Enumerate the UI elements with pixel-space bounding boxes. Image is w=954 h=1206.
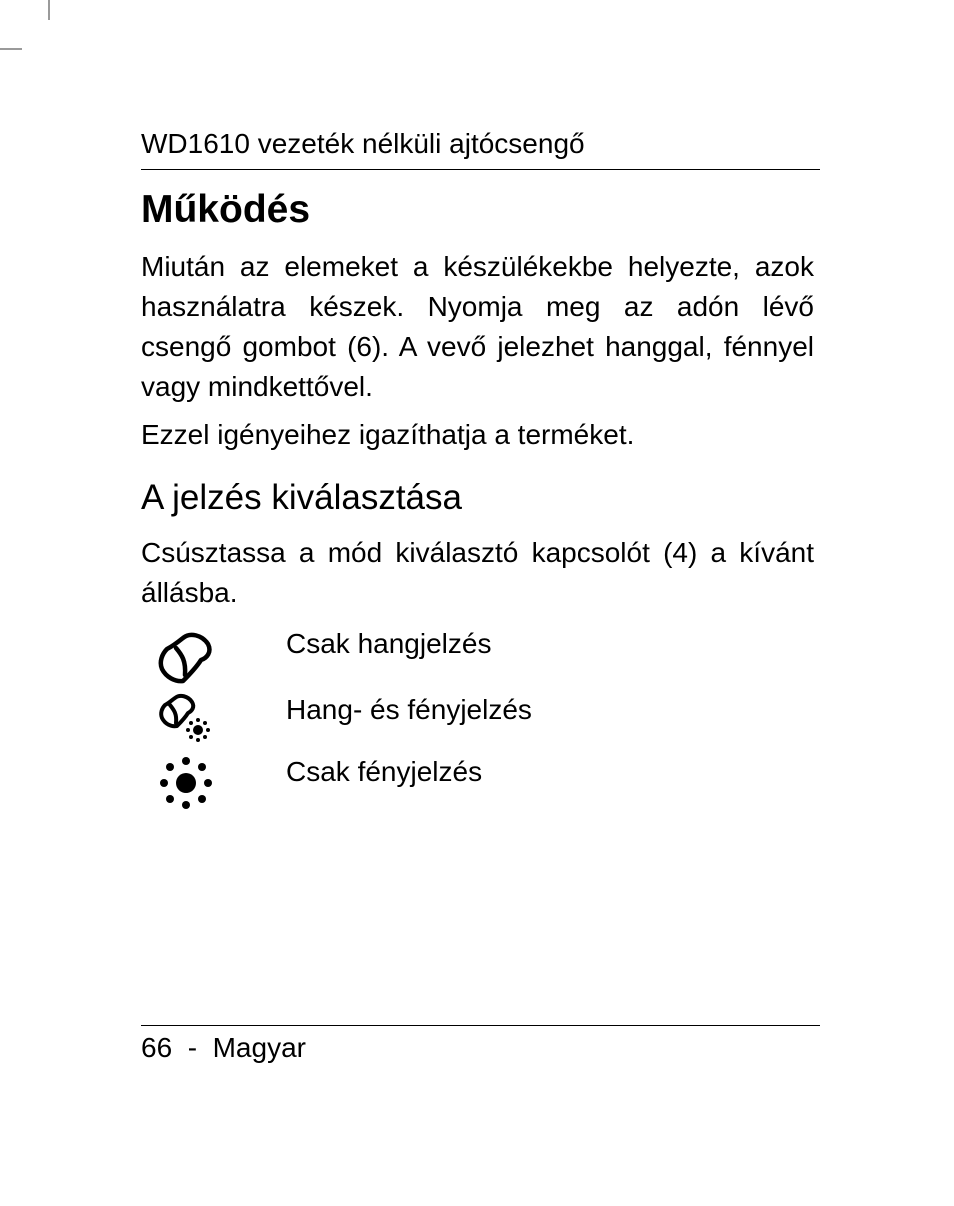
running-header: WD1610 vezeték nélküli ajtócsengő: [141, 128, 585, 159]
footer-language: Magyar: [212, 1032, 306, 1063]
footer-separator: -: [187, 1032, 198, 1063]
header-rule: [141, 169, 820, 170]
mode-row-sound: [141, 628, 820, 688]
crop-mark-horizontal: [0, 48, 22, 50]
crop-mark-vertical: [48, 0, 50, 20]
section-heading: Működés: [141, 188, 311, 231]
mode-label-sound-light: Hang- és fényjelzés: [286, 694, 532, 725]
subsection-intro: Csúsztassa a mód kiválasztó kapcsolót (4) a kívánt állásba.: [141, 537, 814, 608]
page-footer: [141, 1032, 306, 1064]
mode-label-sound: Csak hangjelzés: [286, 628, 492, 659]
light-icon: [155, 756, 215, 816]
page-number: 66: [141, 1032, 173, 1063]
footer-rule: [141, 1025, 820, 1026]
bell-icon: [155, 630, 215, 690]
mode-row-sound-light: [141, 694, 820, 754]
section-paragraph-2: Ezzel igényeihez igazíthatja a terméket.: [141, 419, 635, 450]
section-paragraph-1: Miután az elemeket a készülékekbe helyezte, azok használatra készek. Nyomja meg az adón lévő csengő gombot (6). A vevő jelezhet hanggal, fénnyel vagy mindkettővel.: [141, 251, 814, 402]
bell-light-icon: [155, 692, 215, 752]
subsection-heading: A jelzés kiválasztása: [141, 478, 462, 517]
mode-label-light: Csak fényjelzés: [286, 756, 483, 787]
mode-row-light: [141, 756, 820, 816]
